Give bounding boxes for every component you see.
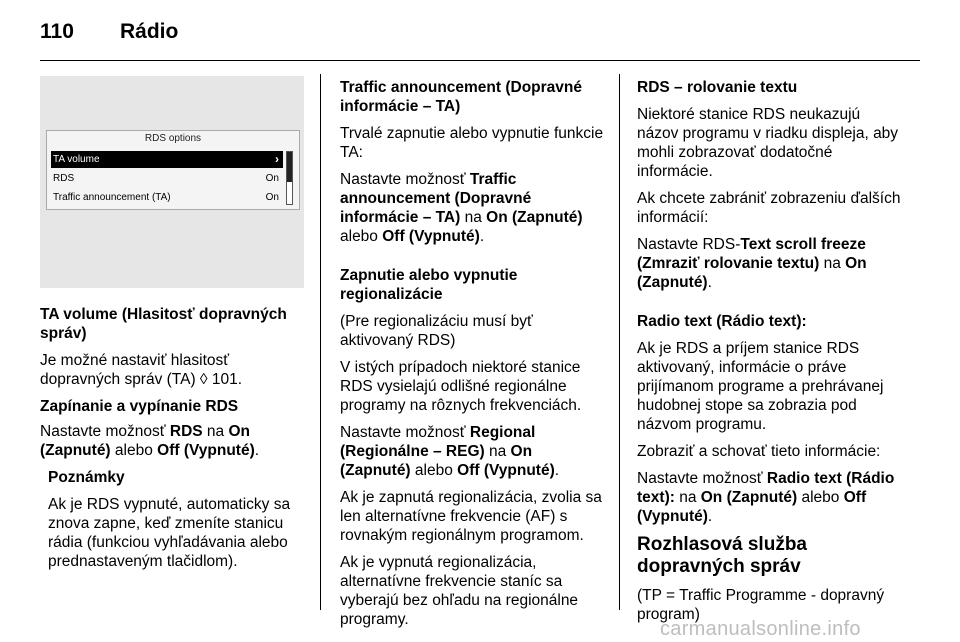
scrollbar [286, 151, 293, 205]
note-heading: Poznámky [48, 469, 125, 486]
column-divider [320, 74, 321, 610]
page-title: Rádio [120, 20, 179, 43]
paragraph: Ak chcete zabrániť zobrazeniu ďalších informácií: [637, 190, 901, 226]
menu-row-value: On [265, 192, 279, 203]
paragraph: (Pre regionalizáciu musí byť aktivovaný RDS) [340, 313, 533, 349]
paragraph: V istých prípadoch niektoré stanice RDS vysielajú odlišné regionálne programy na rôznych frekvenciách. [340, 359, 582, 414]
section-heading: Traffic announcement (Dopravné informácie – TA) [340, 79, 583, 115]
menu-row-label: Traffic announcement (TA) [53, 192, 171, 203]
paragraph: Ak je RDS a príjem stanice RDS aktivovaný, informácie o práve prijímanom programe a prehrávanej hudobnej stope sa zobrazia pod názvom programu. [637, 340, 884, 433]
section-heading-large: Rozhlasová služba dopravných správ [637, 534, 807, 577]
paragraph: Ak je vypnutá regionalizácia, alternatívne frekvencie staníc sa vyberajú bez ohľadu na regionálne programy. [340, 554, 579, 628]
header-rule [40, 60, 920, 61]
section-heading: Zapnutie alebo vypnutie regionalizácie [340, 267, 518, 303]
menu-row-label: TA volume [53, 154, 100, 165]
menu-row-value: On [265, 173, 279, 184]
paragraph: Nastavte možnosť Traffic announcement (Dopravné informácie – TA) na On (Zapnuté) alebo Off (Vypnuté). [340, 171, 583, 245]
display-panel [46, 130, 300, 210]
page-number: 110 [40, 20, 74, 43]
note-text: Ak je RDS vypnuté, automaticky sa znova zapne, keď zmeníte stanicu rádia (funkciou vyhľadávania alebo prednastaveným tlačidlom). [48, 496, 291, 570]
paragraph: Nastavte možnosť Regional (Regionálne – REG) na On (Zapnuté) alebo Off (Vypnuté). [340, 424, 560, 479]
column-divider [619, 74, 620, 610]
paragraph: Je možné nastaviť hlasitosť dopravných správ (TA) ◊ 101. [40, 352, 243, 388]
menu-row-label: RDS [53, 173, 75, 184]
paragraph: Niektoré stanice RDS neukazujú názov programu v riadku displeja, aby mohli zobrazovať dodatočné informácie. [637, 106, 899, 180]
paragraph: Zobraziť a schovať tieto informácie: [637, 443, 881, 460]
chevron-right-icon: › [275, 152, 279, 166]
rds-options-figure [40, 76, 304, 288]
section-heading: Zapínanie a vypínanie RDS [40, 398, 239, 415]
page-header [0, 16, 960, 56]
section-heading: Radio text (Rádio text): [637, 313, 807, 330]
paragraph: (TP = Traffic Programme - dopravný program) [637, 587, 885, 623]
menu-row-rds [51, 170, 283, 187]
note-box [48, 468, 308, 571]
scrollbar-thumb [287, 152, 292, 182]
paragraph: Trvalé zapnutie alebo vypnutie funkcie TA: [340, 125, 604, 161]
column-2 [340, 78, 606, 637]
paragraph: Ak je zapnutá regionalizácia, zvolia sa len alternatívne frekvencie (AF) s rovnakým regionálnym programom. [340, 489, 602, 544]
paragraph: Nastavte RDS-Text scroll freeze (Zmraziť rolovanie textu) na On (Zapnuté). [637, 236, 867, 291]
column-1 [40, 305, 308, 579]
paragraph: Nastavte možnosť RDS na On (Zapnuté) alebo Off (Vypnuté). [40, 423, 260, 459]
menu-row-ta-volume [51, 151, 283, 168]
display-title: RDS options [144, 133, 202, 144]
watermark: carmanualsonline.info [660, 618, 861, 640]
paragraph: Nastavte možnosť Radio text (Rádio text): na On (Zapnuté) alebo Off (Vypnuté). [637, 470, 895, 525]
menu-row-traffic-announcement [51, 189, 283, 206]
display-screen [40, 128, 304, 210]
section-heading: RDS – rolovanie textu [637, 79, 798, 96]
column-3 [637, 78, 903, 632]
section-heading: TA volume (Hlasitosť dopravných správ) [40, 306, 287, 342]
